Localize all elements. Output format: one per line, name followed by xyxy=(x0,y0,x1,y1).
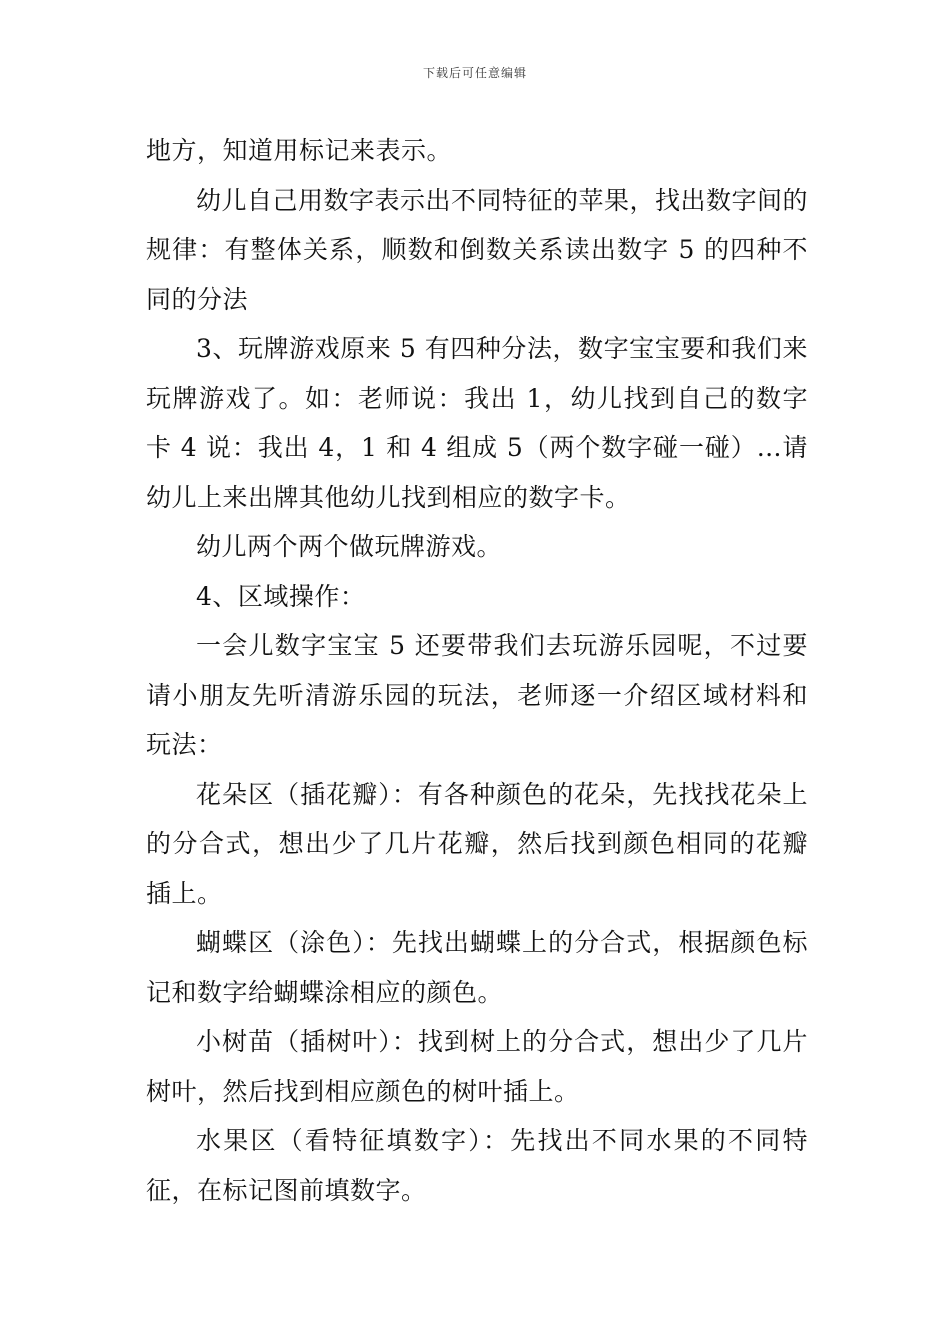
paragraph: 水果区（看特征填数字）：先找出不同水果的不同特征，在标记图前填数字。 xyxy=(146,1126,808,1205)
paragraph: 蝴蝶区（涂色）：先找出蝴蝶上的分合式，根据颜色标记和数字给蝴蝶涂相应的颜色。 xyxy=(146,928,808,1007)
paragraph: 4、区域操作： xyxy=(196,581,366,611)
paragraph: 一会儿数字宝宝 5 还要带我们去玩游乐园呢，不过要请小朋友先听清游乐园的玩法，老师逐一介绍区域材料和玩法： xyxy=(146,631,808,759)
paragraph: 地方，知道用标记来表示。 xyxy=(146,136,453,165)
paragraph: 3、玩牌游戏原来 5 有四种分法，数字宝宝要和我们来玩牌游戏了。如：老师说：我出 1，幼儿找到自己的数字卡 4 说：我出 4，1 和 4 组成 5（两个数字碰一碰）…请幼儿上来出牌其他幼儿找到相应的数字卡。 xyxy=(146,334,808,512)
paragraph: 花朵区（插花瓣）：有各种颜色的花朵，先找找花朵上的分合式，想出少了几片花瓣，然后找到颜色相同的花瓣插上。 xyxy=(146,779,808,908)
paragraph: 小树苗（插树叶）：找到树上的分合式，想出少了几片树叶，然后找到相应颜色的树叶插上。 xyxy=(146,1027,808,1106)
page-header: 下载后可任意编辑 xyxy=(422,66,527,80)
paragraph: 幼儿自己用数字表示出不同特征的苹果，找出数字间的规律：有整体关系，顺数和倒数关系读出数字 5 的四种不同的分法 xyxy=(146,185,809,314)
paragraph: 幼儿两个两个做玩牌游戏。 xyxy=(196,532,503,561)
document-body xyxy=(146,126,808,1215)
